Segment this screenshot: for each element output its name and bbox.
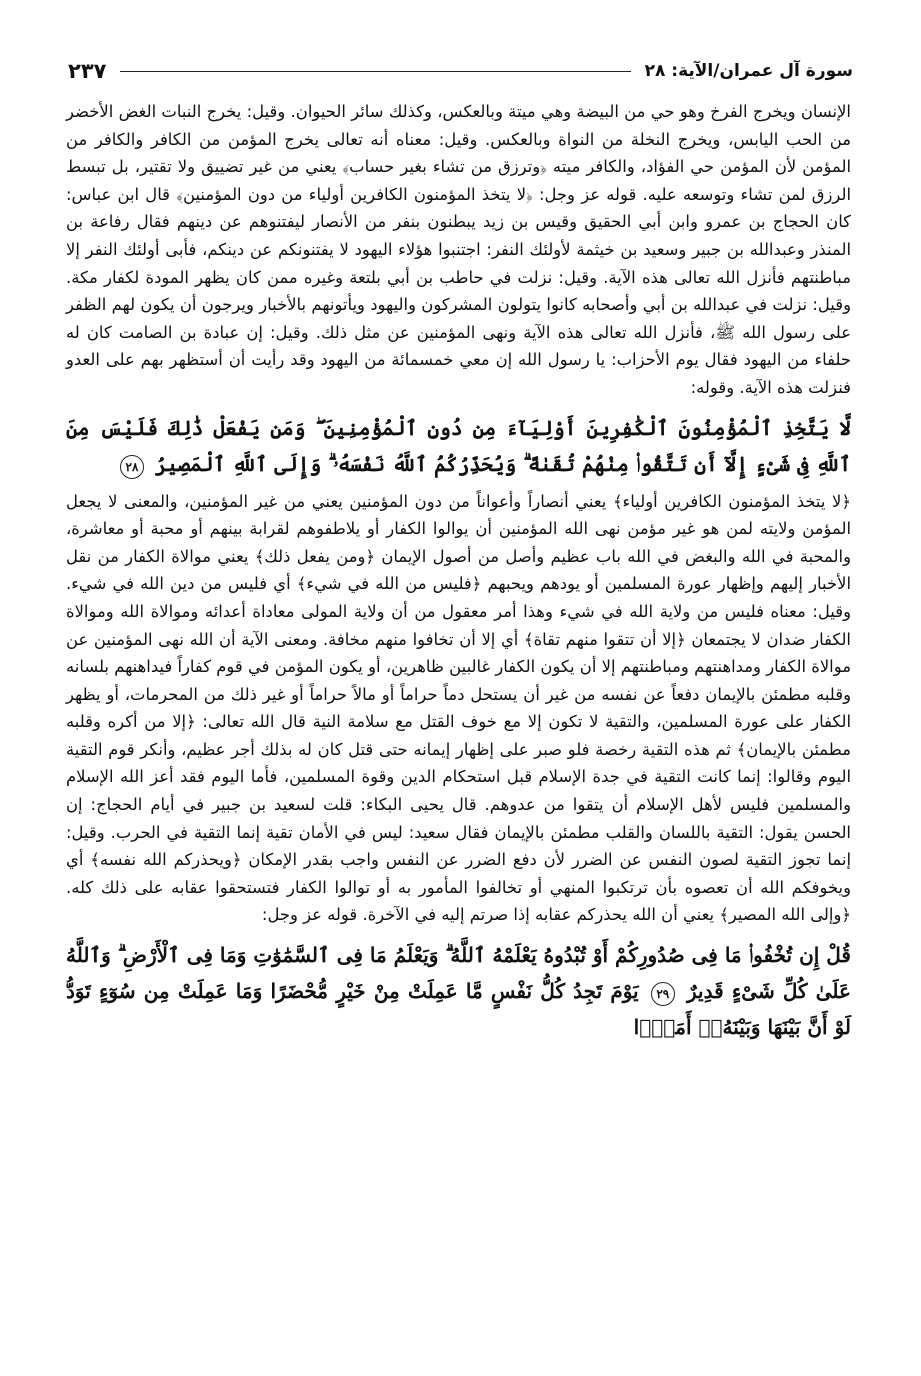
page-body [66,98,851,1051]
commentary-paragraph-1: الإنسان ويخرج الفرخ وهو حي من البيضة وهي ميتة وبالعكس، وكذلك سائر الحيوان. وقيل: يخرج النبات الغض الأخضر من الحب اليابس، ويخرج النخلة من النواة وبالعكس. وقيل: معناه أنه تعالى يخرج المؤمن من الكافر والكافر من المؤمن لأن المؤمن حي الفؤاد، والكافر ميته ﴿وترزق من تشاء بغير حساب﴾ يعني من غير تضييق ولا تقتير، بل تبسط الرزق لمن تشاء وتوسعه عليه. قوله عز وجل: ﴿لا يتخذ المؤمنون الكافرين أولياء من دون المؤمنين﴾ قال ابن عباس: كان الحجاج بن عمرو وابن أبي الحقيق وقيس بن زيد يبطنون بنفر من الأنصار ليفتنوهم عن دينهم فقال رفاعة بن المنذر وعبدالله بن جبير وسعيد بن خيثمة لأولئك النفر: اجتنبوا هؤلاء اليهود لا يفتنونكم عن دينكم، فأبى أولئك النفر إلا مباطنتهم فأنزل الله تعالى هذه الآية. وقيل: نزلت في حاطب بن أبي بلتعة وغيره ممن كان يظهر المودة لكفار مكة. وقيل: نزلت في عبدالله بن أبي وأصحابه كانوا يتولون المشركون واليهود ويأتونهم بالأخبار ويرجون أن يكون لهم الظفر على رسول الله ﷺ، فأنزل الله تعالى هذه الآية ونهى المؤمنين عن مثل ذلك. وقيل: إن عبادة بن الصامت كان له حلفاء من اليهود فقال يوم الأحزاب: يا رسول الله إن معي خمسمائة من اليهود وقد رأيت أن أستظهر بهم على العدو فنزلت هذه الآية. وقوله: [66,102,851,397]
ayah-number-29: ٢٩ [651,982,675,1006]
quran-verse-28 [66,410,851,482]
commentary-paragraph-2: ﴿لا يتخذ المؤمنون الكافرين أولياء﴾ يعني أنصاراً وأعواناً من دون المؤمنين يعني من غير المؤمنين، والمعنى لا يجعل المؤمن ولايته لمن هو غير مؤمن نهى الله المؤمنين أن يوالوا الكفار أو يلاطفوهم لقرابة بينهم أو محبة أو معاشرة، والمحبة في الله والبغض في الله باب عظيم وأصل من أصول الإيمان ﴿ومن يفعل ذلك﴾ يعني موالاة الكفار من نقل الأخبار إليهم وإظهار عورة المسلمين أو يودهم ويحبهم ﴿فليس من الله في شيء﴾ أي فليس من دين الله في شيء. وقيل: معناه فليس من ولاية الله في شيء وهذا أمر معقول من أن ولاية المولى معاداة أعدائه وموالاة الله وموالاة الكفار ضدان لا يجتمعان ﴿إلا أن تتقوا منهم تقاة﴾ أي إلا أن تخافوا منهم مخافة. ومعنى الآية أن الله نهى المؤمنين عن موالاة الكفار ومداهنتهم ومباطنتهم إلا أن يكون الكفار غالبين ظاهرين، أو يكون المؤمن في قوم كفاراً فيداهنهم بلسانه وقلبه مطمئن بالإيمان دفعاً عن نفسه من غير أن يستحل دماً حراماً أو مالاً حراماً أو غير ذلك من المحرمات، أو يظهر الكفار على عورة المسلمين، والتقية لا تكون إلا مع خوف القتل مع سلامة النية قال الله تعالى: ﴿إلا من أكره وقلبه مطمئن بالإيمان﴾ ثم هذه التقية رخصة فلو صبر على إظهار إيمانه حتى قتل كان له بذلك أجر عظيم، وأنكر قوم التقية اليوم وقالوا: إنما كانت التقية في جدة الإسلام قبل استحكام الدين وقوة المسلمين، فأما اليوم فقد أعز الله الإسلام والمسلمين فليس لأهل الإسلام أن يتقوا من عدوهم. قال يحيى البكاء: قلت لسعيد بن جبير في أيام الحجاج: إن الحسن يقول: التقية باللسان والقلب مطمئن بالإيمان فقال سعيد: ليس في الأمان تقية إنما التقية في الحرب. وقيل: إنما تجوز التقية لصون النفس عن الضرر لأن دفع الضرر عن النفس واجب بقدر الإمكان ﴿ويحذركم الله نفسه﴾ أي ويخوفكم الله أن تعصوه بأن ترتكبوا المنهي أو تخالفوا المأمور به أو توالوا الكفار فتستحقوا عقابه على ذلك كله. ﴿وإلى الله المصير﴾ يعني أن الله يحذركم عقابه إذا صرتم إليه في الآخرة. قوله عز وجل: [66,491,851,925]
verse-30-text: يَوْمَ تَجِدُ كُلُّ نَفْسٍ مَّا عَمِلَتْ مِنْ خَيْرٍ مُّحْضَرًا وَمَا عَمِلَتْ مِن سُوٓءٍ تَوَدُّ لَوْ أَنَّ بَيْنَهَا وَبَيْنَهُۥٓ أَمَدًۢا [66,979,851,1040]
header-rule [120,71,630,72]
verse-28-text: لَّا يَتَّخِذِ ٱلْمُؤْمِنُونَ ٱلْكَٰفِرِينَ أَوْلِيَآءَ مِن دُونِ ٱلْمُؤْمِنِينَ ۖ وَمَن يَفْعَلْ ذَٰلِكَ فَلَيْسَ مِنَ ٱللَّهِ فِى شَىْءٍ إِلَّآ أَن تَتَّقُوا۟ مِنْهُمْ تُقَىٰةً ۗ وَيُحَذِّرُكُمُ ٱللَّهُ نَفْسَهُۥ ۗ وَإِلَى ٱللَّهِ ٱلْمَصِيرُ [66,415,851,476]
verse-29-text: قُلْ إِن تُخْفُوا۟ مَا فِى صُدُورِكُمْ أَوْ تُبْدُوهُ يَعْلَمْهُ ٱللَّهُ ۗ وَيَعْلَمُ مَا فِى ٱلسَّمَٰوَٰتِ وَمَا فِى ٱلْأَرْضِ ۗ وَٱللَّهُ عَلَىٰ كُلِّ شَىْءٍ قَدِيرٌ [66,943,851,1004]
ayah-number-28: ٢٨ [120,455,144,479]
page-number: ٢٣٧ [68,59,107,83]
page-header [68,56,853,86]
running-title: سورة آل عمران/الآية: ٢٨ [644,61,853,81]
quran-verse-29-30 [66,937,851,1045]
